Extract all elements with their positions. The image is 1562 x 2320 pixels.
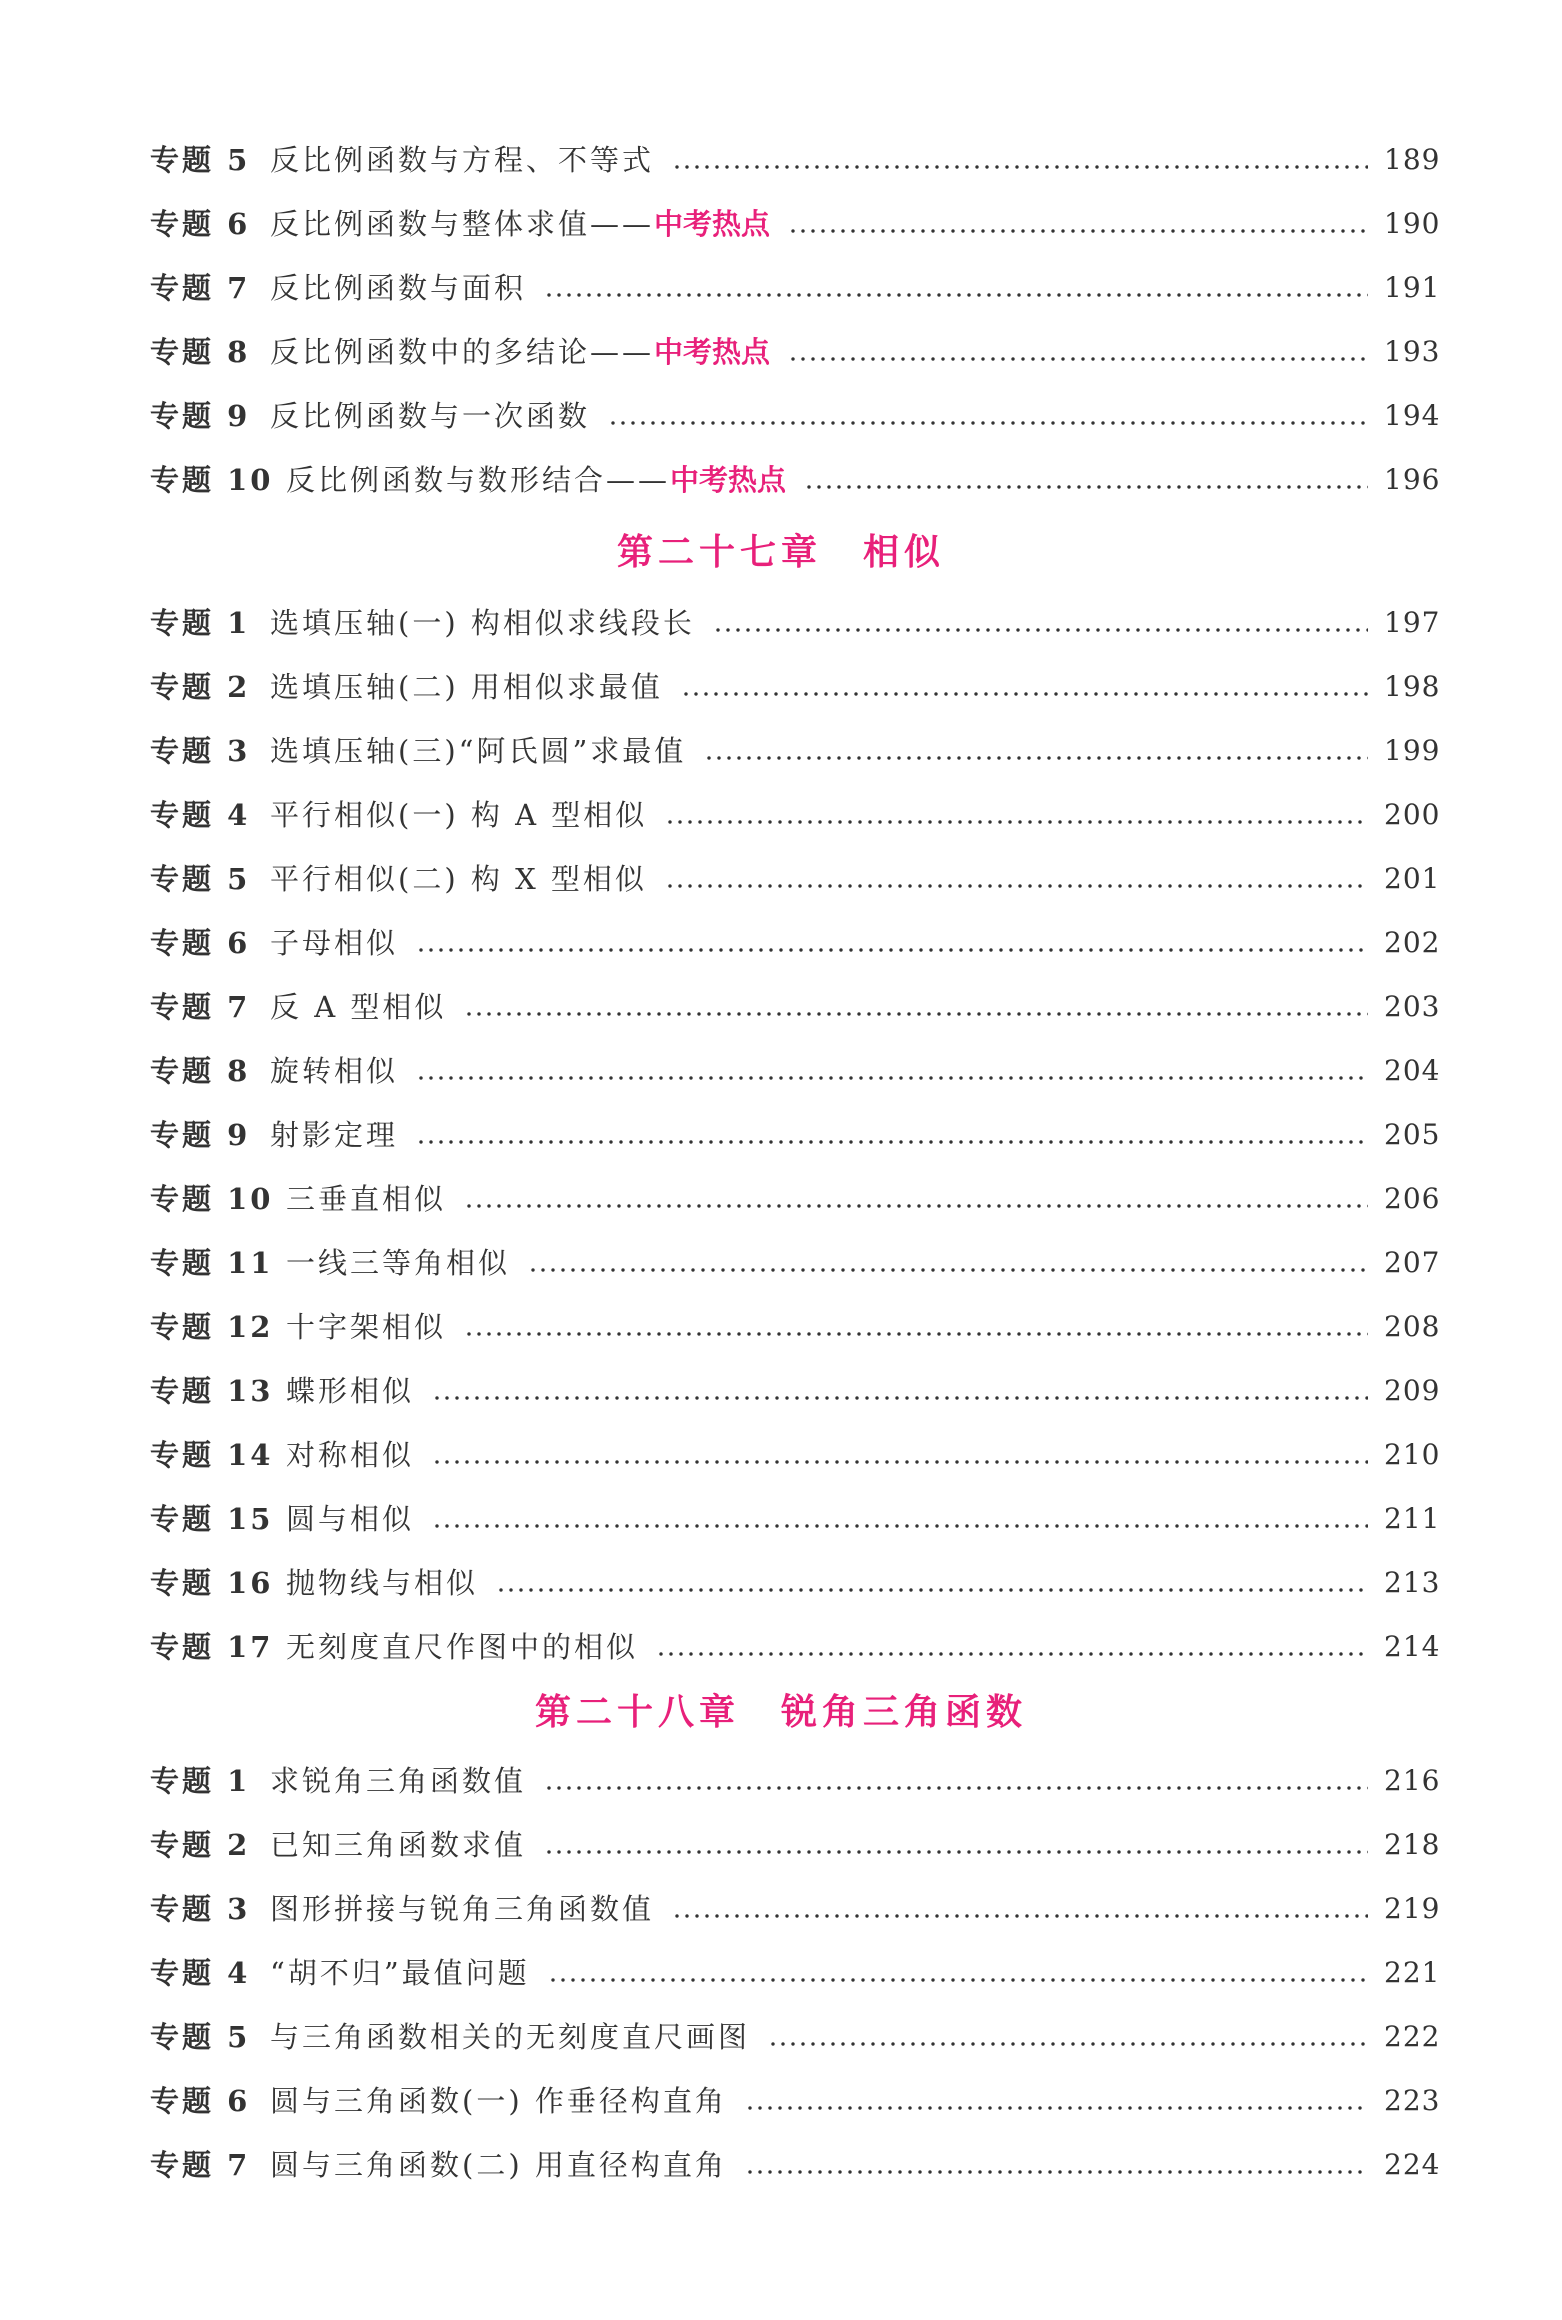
topic-title: 反 A 型相似 <box>270 990 447 1024</box>
topic-label: 专题 9 <box>150 1118 251 1152</box>
page-number: 216 <box>1384 1764 1441 1797</box>
toc-row[interactable] <box>150 135 1440 185</box>
topic-label: 专题 3 <box>150 734 251 768</box>
topic-title: 三垂直相似 <box>286 1182 447 1216</box>
dot-leader <box>745 2106 1368 2110</box>
topic-title: 选填压轴(三)“阿氏圆”求最值 <box>270 734 687 768</box>
topic-label: 专题 5 <box>150 862 251 896</box>
dot-leader <box>544 293 1368 297</box>
dot-leader <box>656 1652 1368 1656</box>
topic-title: 与三角函数相关的无刻度直尺画图 <box>270 2020 751 2054</box>
topic-title: 反比例函数与面积 <box>270 271 527 305</box>
toc-row[interactable] <box>150 1174 1440 1224</box>
toc-row[interactable] <box>150 2076 1440 2126</box>
topic-title: 抛物线与相似 <box>286 1566 479 1600</box>
hot-tag: 中考热点 <box>654 335 771 369</box>
topic-title: 圆与三角函数(二) 用直径构直角 <box>270 2148 727 2182</box>
toc-row[interactable] <box>150 598 1440 648</box>
toc-row[interactable] <box>150 1110 1440 1160</box>
dot-leader <box>464 1204 1368 1208</box>
toc-row[interactable] <box>150 1558 1440 1608</box>
topic-label: 专题 13 <box>150 1374 274 1408</box>
dot-leader <box>416 1140 1368 1144</box>
topic-label: 专题 7 <box>150 2148 251 2182</box>
page-number: 222 <box>1384 2020 1441 2053</box>
toc-row[interactable] <box>150 918 1440 968</box>
toc-row[interactable] <box>150 1494 1440 1544</box>
page-number: 214 <box>1384 1630 1441 1663</box>
page-number: 219 <box>1384 1892 1441 1925</box>
dot-leader <box>713 628 1368 632</box>
dot-leader <box>768 2042 1368 2046</box>
dot-leader <box>464 1332 1368 1336</box>
page-number: 224 <box>1384 2148 1441 2181</box>
page-number: 196 <box>1384 463 1441 496</box>
toc-row[interactable] <box>150 327 1440 377</box>
topic-label: 专题 16 <box>150 1566 274 1600</box>
chapter-heading: 第二十七章 相似 <box>616 531 945 573</box>
dot-leader <box>544 1786 1368 1790</box>
topic-label: 专题 5 <box>150 2020 251 2054</box>
topic-label: 专题 7 <box>150 990 251 1024</box>
toc-row[interactable] <box>150 2140 1440 2190</box>
dot-leader <box>804 485 1368 489</box>
toc-row[interactable] <box>150 391 1440 441</box>
topic-label: 专题 4 <box>150 1956 251 1990</box>
topic-title: 旋转相似 <box>270 1054 399 1088</box>
hot-tag: 中考热点 <box>670 463 787 497</box>
toc-row[interactable] <box>150 1046 1440 1096</box>
dot-leader <box>496 1588 1368 1592</box>
page-number: 205 <box>1384 1118 1441 1151</box>
topic-label: 专题 6 <box>150 2084 251 2118</box>
toc-row[interactable] <box>150 2012 1440 2062</box>
toc-row[interactable] <box>150 1884 1440 1934</box>
toc-row[interactable] <box>150 455 1440 505</box>
topic-title: 对称相似 <box>286 1438 415 1472</box>
dot-leader <box>432 1524 1368 1528</box>
dot-leader <box>681 692 1368 696</box>
topic-title: 蝶形相似 <box>286 1374 415 1408</box>
topic-label: 专题 1 <box>150 606 251 640</box>
topic-label: 专题 6 <box>150 207 251 241</box>
dot-leader <box>704 756 1368 760</box>
toc-row[interactable] <box>150 790 1440 840</box>
topic-label: 专题 12 <box>150 1310 274 1344</box>
page-number: 210 <box>1384 1438 1441 1471</box>
topic-title: 无刻度直尺作图中的相似 <box>286 1630 639 1664</box>
topic-title: 十字架相似 <box>286 1310 447 1344</box>
topic-title: 选填压轴(一) 构相似求线段长 <box>270 606 695 640</box>
topic-label: 专题 15 <box>150 1502 274 1536</box>
toc-row[interactable] <box>150 1756 1440 1806</box>
dot-leader <box>665 820 1368 824</box>
topic-title: “胡不归”最值问题 <box>270 1956 530 1990</box>
page-number: 221 <box>1384 1956 1441 1989</box>
page-number: 193 <box>1384 335 1441 368</box>
topic-title: 反比例函数与整体求值—— <box>270 207 655 241</box>
page-number: 206 <box>1384 1182 1441 1215</box>
toc-row[interactable] <box>150 982 1440 1032</box>
dot-leader <box>672 165 1368 169</box>
dot-leader <box>432 1396 1368 1400</box>
topic-title: 圆与相似 <box>286 1502 415 1536</box>
topic-label: 专题 4 <box>150 798 251 832</box>
dot-leader <box>745 2170 1368 2174</box>
toc-row[interactable] <box>150 1820 1440 1870</box>
page-number: 211 <box>1384 1502 1441 1535</box>
dot-leader <box>788 229 1368 233</box>
page-number: 189 <box>1384 143 1441 176</box>
page-number: 223 <box>1384 2084 1441 2117</box>
topic-label: 专题 5 <box>150 143 251 177</box>
topic-title: 反比例函数与方程、不等式 <box>270 143 655 177</box>
toc-row[interactable] <box>150 1622 1440 1672</box>
toc-row[interactable] <box>150 854 1440 904</box>
dot-leader <box>544 1850 1368 1854</box>
toc-row[interactable] <box>150 263 1440 313</box>
toc-row[interactable] <box>150 1366 1440 1416</box>
topic-title: 图形拼接与锐角三角函数值 <box>270 1892 655 1926</box>
page-number: 190 <box>1384 207 1441 240</box>
page-number: 204 <box>1384 1054 1441 1087</box>
topic-label: 专题 8 <box>150 335 251 369</box>
topic-label: 专题 14 <box>150 1438 274 1472</box>
dot-leader <box>548 1978 1368 1982</box>
toc-row[interactable] <box>150 1948 1440 1998</box>
topic-label: 专题 10 <box>150 1182 274 1216</box>
topic-label: 专题 9 <box>150 399 251 433</box>
dot-leader <box>528 1268 1368 1272</box>
dot-leader <box>665 884 1368 888</box>
topic-title: 圆与三角函数(一) 作垂径构直角 <box>270 2084 727 2118</box>
topic-title: 反比例函数与一次函数 <box>270 399 591 433</box>
page-number: 198 <box>1384 670 1441 703</box>
page-number: 203 <box>1384 990 1441 1023</box>
toc-row[interactable] <box>150 726 1440 776</box>
hot-tag: 中考热点 <box>654 207 771 241</box>
topic-title: 反比例函数中的多结论—— <box>270 335 655 369</box>
dot-leader <box>464 1012 1368 1016</box>
toc-row[interactable] <box>150 1238 1440 1288</box>
toc-row[interactable] <box>150 662 1440 712</box>
page-number: 207 <box>1384 1246 1441 1279</box>
dot-leader <box>608 421 1368 425</box>
topic-label: 专题 2 <box>150 1828 251 1862</box>
toc-row[interactable] <box>150 1430 1440 1480</box>
page-number: 201 <box>1384 862 1441 895</box>
page-number: 197 <box>1384 606 1441 639</box>
topic-title: 一线三等角相似 <box>286 1246 511 1280</box>
topic-label: 专题 3 <box>150 1892 251 1926</box>
toc-row[interactable] <box>150 1302 1440 1352</box>
page-number: 213 <box>1384 1566 1441 1599</box>
topic-title: 反比例函数与数形结合—— <box>286 463 671 497</box>
topic-label: 专题 7 <box>150 271 251 305</box>
page-number: 202 <box>1384 926 1441 959</box>
page-number: 194 <box>1384 399 1441 432</box>
page-number: 191 <box>1384 271 1441 304</box>
topic-title: 子母相似 <box>270 926 399 960</box>
page-number: 200 <box>1384 798 1441 831</box>
page-number: 218 <box>1384 1828 1441 1861</box>
topic-title: 选填压轴(二) 用相似求最值 <box>270 670 663 704</box>
topic-title: 平行相似(二) 构 X 型相似 <box>270 862 647 896</box>
topic-title: 求锐角三角函数值 <box>270 1764 527 1798</box>
page-number: 208 <box>1384 1310 1441 1343</box>
topic-label: 专题 10 <box>150 463 274 497</box>
topic-title: 已知三角函数求值 <box>270 1828 527 1862</box>
topic-label: 专题 6 <box>150 926 251 960</box>
topic-label: 专题 2 <box>150 670 251 704</box>
topic-label: 专题 17 <box>150 1630 274 1664</box>
chapter-heading: 第二十八章 锐角三角函数 <box>534 1691 1027 1733</box>
topic-label: 专题 1 <box>150 1764 251 1798</box>
topic-label: 专题 11 <box>150 1246 274 1280</box>
toc-row[interactable] <box>150 199 1440 249</box>
dot-leader <box>416 1076 1368 1080</box>
dot-leader <box>672 1914 1368 1918</box>
topic-title: 平行相似(一) 构 A 型相似 <box>270 798 648 832</box>
topic-label: 专题 8 <box>150 1054 251 1088</box>
dot-leader <box>432 1460 1368 1464</box>
dot-leader <box>416 948 1368 952</box>
page-number: 199 <box>1384 734 1441 767</box>
dot-leader <box>788 357 1368 361</box>
topic-title: 射影定理 <box>270 1118 399 1152</box>
page-number: 209 <box>1384 1374 1441 1407</box>
